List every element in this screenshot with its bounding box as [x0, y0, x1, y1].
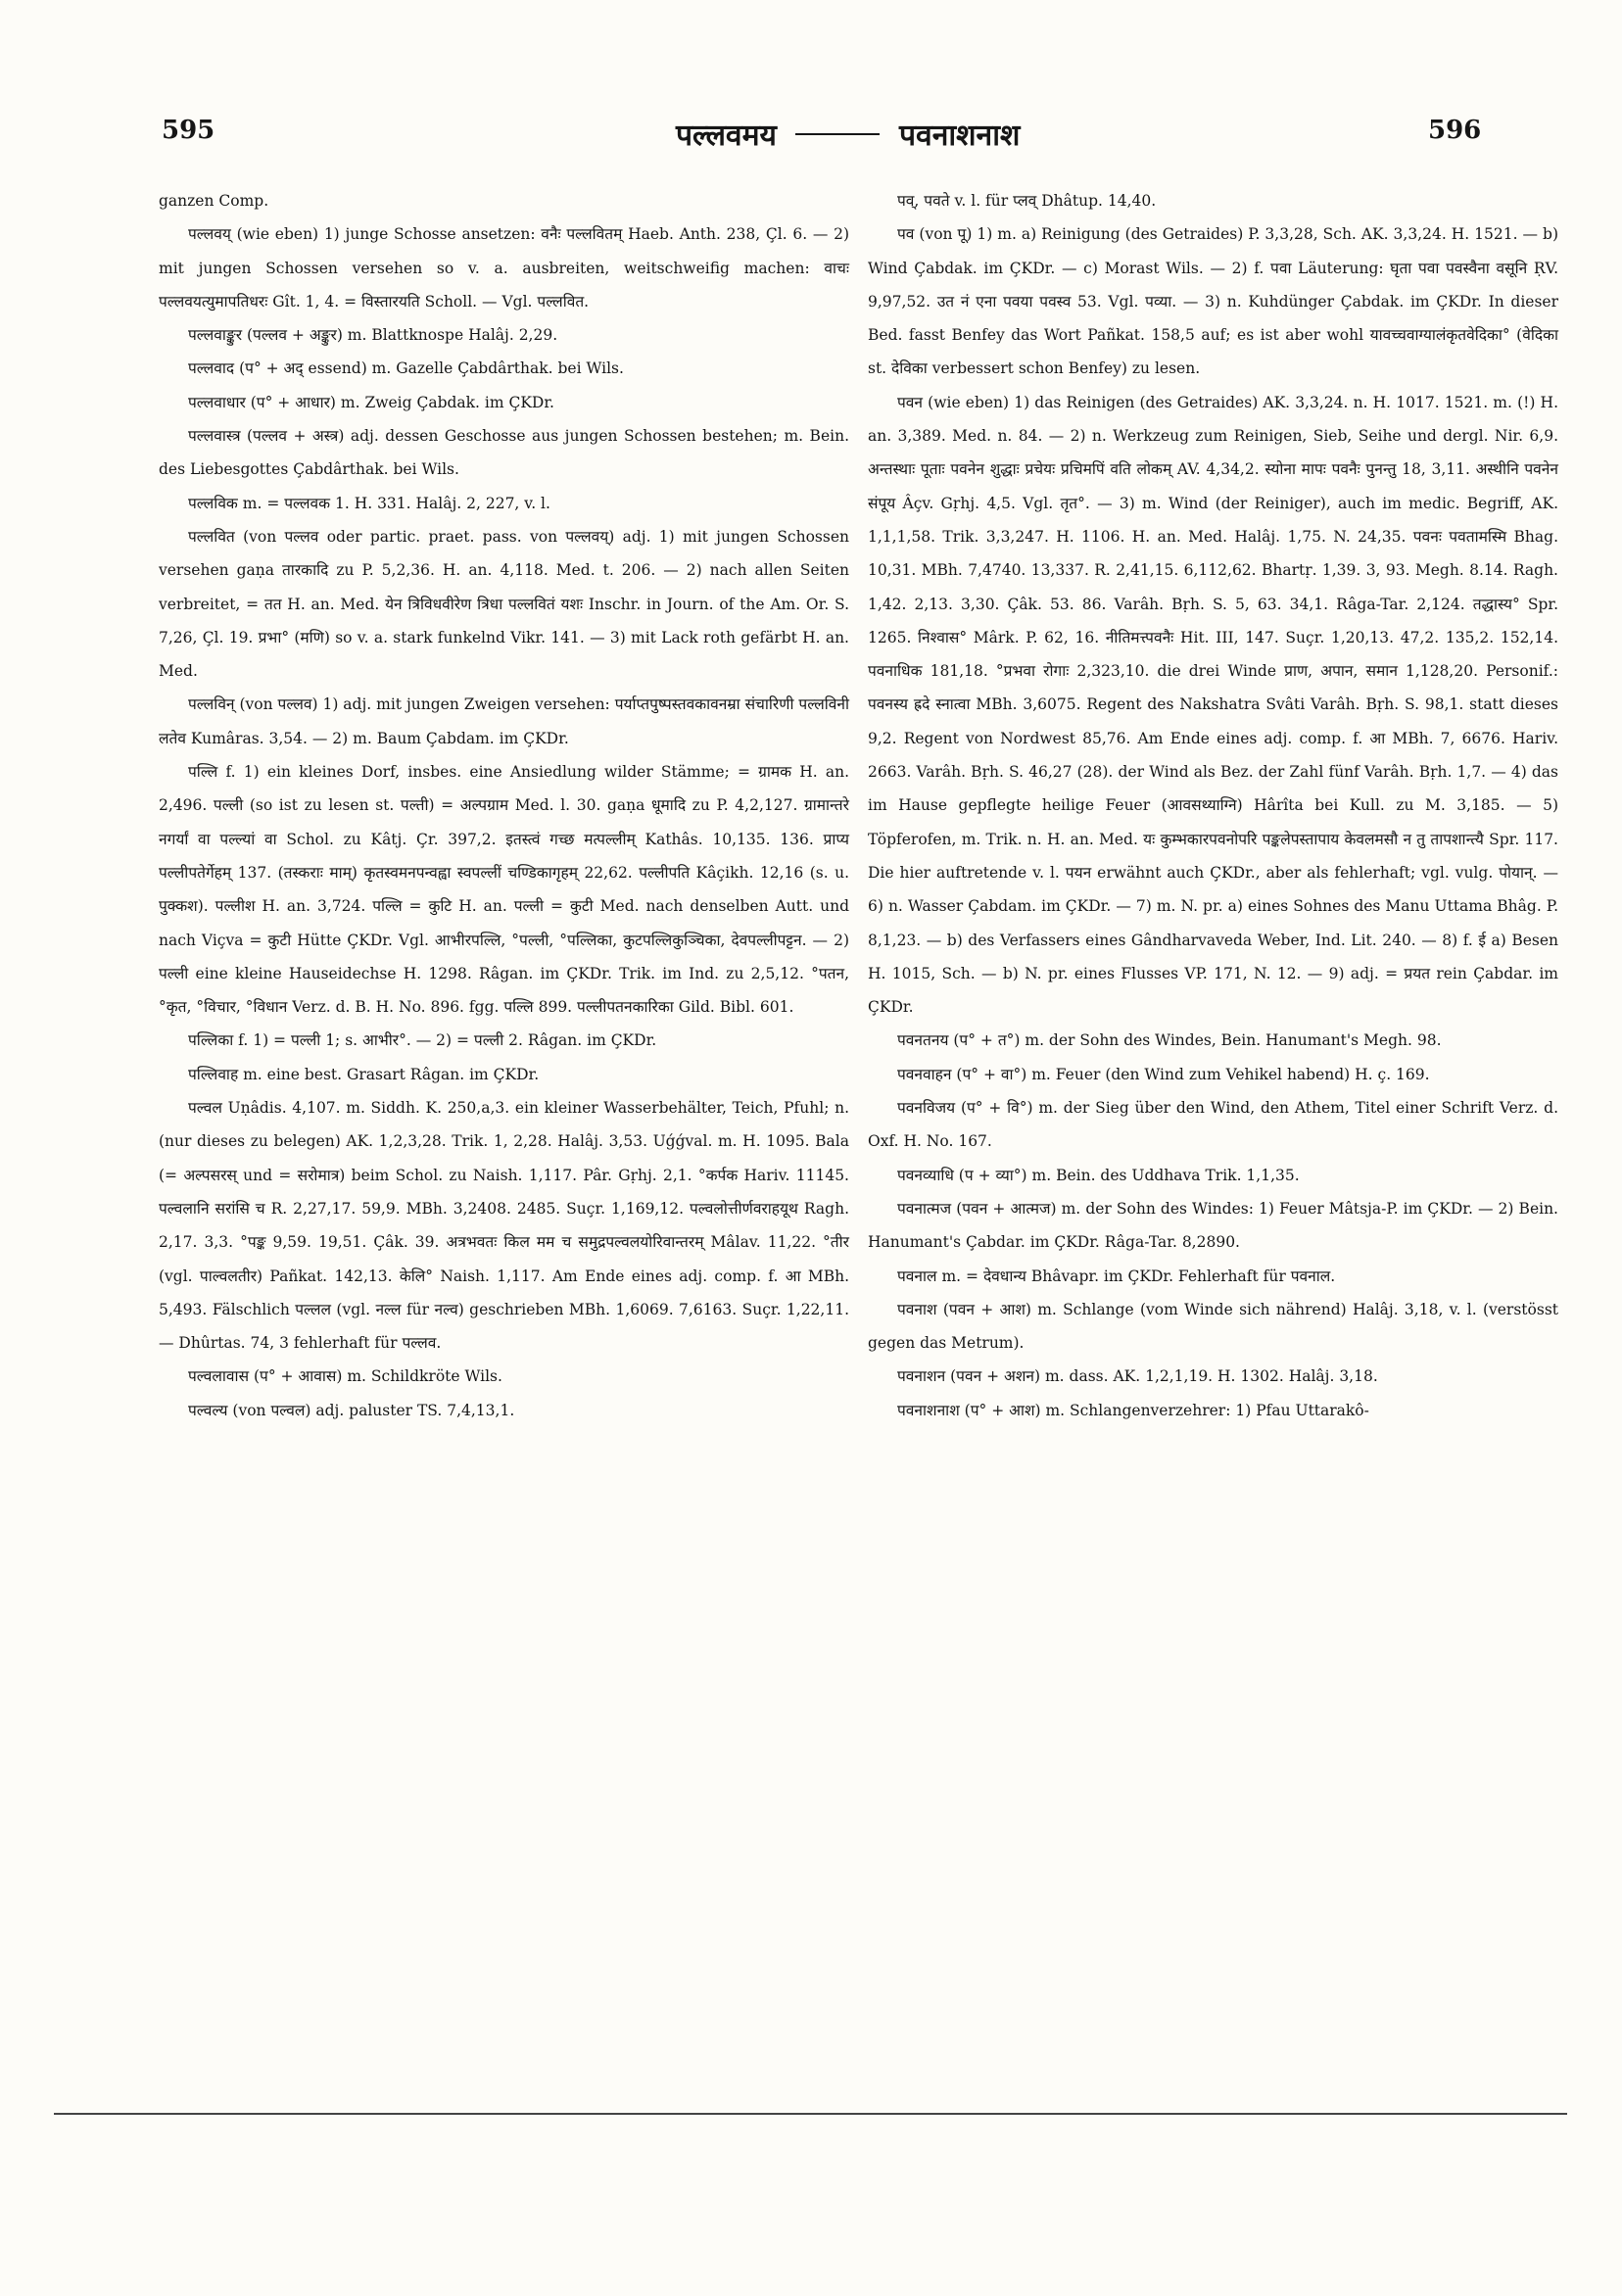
dictionary-entry: पव (von पू) 1) m. a) Reinigung (des Getraides) P. 3,3,28, Sch. AK. 3,3,24. H. 1521. — b) Wind Çabdak. im ÇKDr. — c) Morast Wils. — 2) f. पवा Läuterung: घृता पवा पवस्वैना वसूनि ṚV. 9,97,52. उत नं एना पवया पवस्व 53. Vgl. पव्या. — 3) n. Kuhdünger Çabdak. im ÇKDr. In dieser Bed. fasst Benfey das Wort Pañkat. 158,5 auf; es ist aber wohl यावच्चवाग्यालंकृतवेदिका° (वेदिका st. देविका verbessert schon Benfey) zu lesen.: [868, 225, 1558, 378]
dictionary-entry: पल्लि f. 1) ein kleines Dorf, insbes. eine Ansiedlung wilder Stämme; = ग्रामक H. an. 2,496. पल्ली (so ist zu lesen st. पल्ती) = अल्पग्राम Med. l. 30. gaṇa धूमादि zu P. 4,2,127. ग्रामान्तरे नगर्यां वा पल्ल्यां वा Schol. zu Kâtj. Çr. 397,2. इतस्त्वं गच्छ मत्पल्लीम् Kathâs. 10,135. 136. प्राप्य पल्लीपतेर्गेहम् 137. (तस्कराः माम्) कृतस्वमनपन्वह्वा स्वपल्लीं चण्डिकागृहम् 22,62. पल्लीपति Kâçikh. 12,16 (s. u. पुक्कश). पल्लीश H. an. 3,724. पल्लि = कुटि H. an. पल्ली = कुटी Med. nach denselben Autt. und nach Viçva = कुटी Hütte ÇKDr. Vgl. आभीरपल्लि, °पल्ली, °पल्लिका, कुटपल्लिकुञ्चिका, देवपल्लीपट्टन. — 2) पल्ली eine kleine Hauseidechse H. 1298. Râgan. im ÇKDr. Trik. im Ind. zu 2,5,12. °पतन, °कृत, °विचार, °विधान Verz. d. B. H. No. 896. fgg. पल्लि 899. पल्लीपतनकारिका Gild. Bibl. 601.: [159, 763, 849, 1017]
dictionary-entry: पवनात्मज (पवन + आत्मज) m. der Sohn des Windes: 1) Feuer Mâtsja-P. im ÇKDr. — 2) Bein. Hanumant's Çabdar. im ÇKDr. Râga-Tar. 8,2890.: [868, 1199, 1558, 1252]
dictionary-entry: पल्वल्य (von पल्वल) adj. paluster TS. 7,4,13,1.: [188, 1401, 515, 1419]
dictionary-entry: पल्लवाद (प° + अद् essend) m. Gazelle Çabdârthak. bei Wils.: [188, 359, 624, 378]
right-running-headword: पवनाशनाश: [899, 119, 1021, 153]
page-header: [0, 0, 1622, 186]
right-page-number: 596: [1428, 116, 1482, 145]
dictionary-entry: पल्लवाधार (प° + आधार) m. Zweig Çabdak. im ÇKDr.: [188, 393, 554, 411]
dictionary-entry: पल्लविन् (von पल्लव) 1) adj. mit jungen Zweigen versehen: पर्याप्तपुष्पस्तवकावनम्रा संचारिणी पल्लविनी लतेव Kumâras. 3,54. — 2) m. Baum Çabdam. im ÇKDr.: [159, 695, 849, 747]
header-dash: [795, 133, 880, 135]
dictionary-entry: पल्लवित (von पल्लव oder partic. praet. pass. von पल्लवय्) adj. 1) mit jungen Schossen versehen gaṇa तारकादि zu P. 5,2,36. H. an. 4,118. Med. t. 206. — 2) nach allen Seiten verbreitet, = तत H. an. Med. येन त्रिविधवीरेण त्रिधा पल्लवितं यशः Inschr. in Journ. of the Am. Or. S. 7,26, Çl. 19. प्रभा° (मणि) so v. a. stark funkelnd Vikr. 141. — 3) mit Lack roth gefärbt H. an. Med.: [159, 527, 849, 681]
dictionary-entry: पवन (wie eben) 1) das Reinigen (des Getraides) AK. 3,3,24. n. H. 1017. 1521. m. (!) H. an. 3,389. Med. n. 84. — 2) n. Werkzeug zum Reinigen, Sieb, Seihe und dergl. Nir. 6,9. अन्तस्थाः पूताः पवनेन शुद्धाः प्रचेयः प्रचिमपिं वति लोकम् AV. 4,34,2. स्योना मापः पवनैः पुनन्तु 18, 3,11. अस्थीनि पवनेन संपूय Âçv. Gṛhj. 4,5. Vgl. तृत°. — 3) m. Wind (der Reiniger), auch im medic. Begriff, AK. 1,1,1,58. Trik. 3,3,247. H. 1106. H. an. Med. Halâj. 1,75. N. 24,35. पवनः पवतामस्मि Bhag. 10,31. MBh. 7,4740. 13,337. R. 2,41,15. 6,112,62. Bhartṛ. 1,39. 3, 93. Megh. 8.14. Ragh. 1,42. 2,13. 3,30. Çâk. 53. 86. Varâh. Bṛh. S. 5, 63. 34,1. Râga-Tar. 2,124. तद्धास्य° Spr. 1265. निश्वास° Mârk. P. 62, 16. नीतिमत्त्पवनैः Hit. III, 147. Suçr. 1,20,13. 47,2. 135,2. 152,14. पवनाधिक 181,18. °प्रभवा रोगाः 2,323,10. die drei Winde प्राण, अपान, समान 1,128,20. Personif.: पवनस्य ह्रदे स्नात्वा MBh. 3,6075. Regent des Nakshatra Svâti Varâh. Bṛh. S. 98,1. statt dieses 9,2. Regent von Nordwest 85,76. Am Ende eines adj. comp. f. आ MBh. 7, 6676. Hariv. 2663. Varâh. Bṛh. S. 46,27 (28). der Wind als Bez. der Zahl fünf Varâh. Bṛh. 1,7. — 4) das im Hause gepflegte heilige Feuer (आवसथ्याग्नि) Hârîta bei Kull. zu M. 3,185. — 5) Töpferofen, m. Trik. n. H. an. Med. यः कुम्भकारपवनोपरि पङ्कलेपस्तापाय केवलमसौ न तु तापशान्त्यै Spr. 117. Die hier auftretende v. l. पयन erwähnt auch ÇKDr., aber als fehlerhaft; vgl. vulg. पोयान्. — 6) n. Wasser Çabdam. im ÇKDr. — 7) m. N. pr. a) eines Sohnes des Manu Uttama Bhâg. P. 8,1,23. — b) des Verfassers eines Gândharvaveda Weber, Ind. Lit. 240. — 8) f. ई a) Besen H. 1015, Sch. — b) N. pr. eines Flusses VP. 171, N. 12. — 9) adj. = प्रयत rein Çabdar. im ÇKDr.: [868, 393, 1558, 1017]
dictionary-entry: पवनाशन (पवन + अशन) m. dass. AK. 1,2,1,19. H. 1302. Halâj. 3,18.: [897, 1367, 1378, 1386]
left-page-number: 595: [162, 116, 215, 145]
dictionary-entry: पवनाल m. = देवधान्य Bhâvapr. im ÇKDr. Fehlerhaft für पवनाल.: [897, 1267, 1336, 1285]
dictionary-entry: पवनविजय (प° + वि°) m. der Sieg über den Wind, den Athem, Titel einer Schrift Verz. d. Oxf. H. No. 167.: [868, 1099, 1558, 1151]
dictionary-entry: पल्लवाङ्कुर (पल्लव + अङ्कुर) m. Blattknospe Halâj. 2,29.: [188, 326, 558, 345]
dictionary-entry: पवनाश (पवन + आश) m. Schlange (vom Winde sich nährend) Halâj. 3,18, v. l. (verstösst gegen das Metrum).: [868, 1300, 1558, 1353]
footer-rule: [54, 2113, 1567, 2115]
dictionary-entry: पल्लवास्त्र (पल्लव + अस्त्र) adj. dessen Geschosse aus jungen Schossen bestehen; m. Bein. des Liebesgottes Çabdârthak. bei Wils.: [159, 427, 849, 479]
dictionary-entry: पल्लविक m. = पल्लवक 1. H. 331. Halâj. 2, 227, v. l.: [188, 494, 550, 512]
dictionary-entry: पल्लिका f. 1) = पल्ली 1; s. आभीर°. — 2) = पल्ली 2. Râgan. im ÇKDr.: [188, 1031, 657, 1050]
dictionary-entry: पवनतनय (प° + त°) m. der Sohn des Windes, Bein. Hanumant's Megh. 98.: [897, 1031, 1442, 1050]
dictionary-entry: पल्वल Uṇâdis. 4,107. m. Siddh. K. 250,a,3. ein kleiner Wasserbehälter, Teich, Pfuhl; n. (nur dieses zu belegen) AK. 1,2,3,28. Trik. 1, 2,28. Halâj. 3,53. Uǵǵval. m. H. 1095. Bala (= अल्पसरस् und = सरोमात्र) beim Schol. zu Naish. 1,117. Pâr. Gṛhj. 2,1. °कर्पक Hariv. 11145. पल्वलानि सरांसि च R. 2,27,17. 59,9. MBh. 3,2408. 2485. Suçr. 1,169,12. पल्वलोत्तीर्णवराहयूथ Ragh. 2,17. 3,3. °पङ्क 9,59. 19,51. Çâk. 39. अत्रभवतः किल मम च समुद्रपल्वलयोरिवान्तरम् Mâlav. 11,22. °तीर (vgl. पाल्वलतीर) Pañkat. 142,13. केलि° Naish. 1,117. Am Ende eines adj. comp. f. आ MBh. 5,493. Fälschlich पल्लल (vgl. नल्ल für नल्व) geschrieben MBh. 1,6069. 7,6163. Suçr. 1,22,11. — Dhûrtas. 74, 3 fehlerhaft für पल्लव.: [159, 1099, 849, 1353]
dictionary-entry: पव्, पवते v. l. für प्लव् Dhâtup. 14,40.: [897, 192, 1157, 210]
dictionary-entry: पवनव्याधि (प + व्या°) m. Bein. des Uddhava Trik. 1,1,35.: [897, 1166, 1300, 1184]
right-column: [868, 184, 1558, 1427]
left-running-headword: पल्लवमय: [676, 119, 777, 153]
dictionary-entry: पल्वलावास (प° + आवास) m. Schildkröte Wils.: [188, 1367, 502, 1386]
dictionary-entry: पल्लिवाह m. eine best. Grasart Râgan. im ÇKDr.: [188, 1065, 540, 1083]
left-entry-continuation: ganzen Comp.: [159, 192, 269, 210]
dictionary-entry: पवनवाहन (प° + वा°) m. Feuer (den Wind zum Vehikel habend) H. ç. 169.: [897, 1065, 1430, 1083]
dictionary-entry: पल्लवय् (wie eben) 1) junge Schosse ansetzen: वनैः पल्लवितम् Haeb. Anth. 238, Çl. 6. — 2) mit jungen Schossen versehen so v. a. ausbreiten, weitschweifig machen: वाचः पल्लवयत्युमापतिधरः Gît. 1, 4. = विस्तारयति Scholl. — Vgl. पल्लवित.: [159, 225, 849, 311]
dictionary-entry: पवनाशनाश (प° + आश) m. Schlangenverzehrer: 1) Pfau Uttarakô-: [897, 1401, 1369, 1419]
left-column: [159, 184, 849, 1427]
